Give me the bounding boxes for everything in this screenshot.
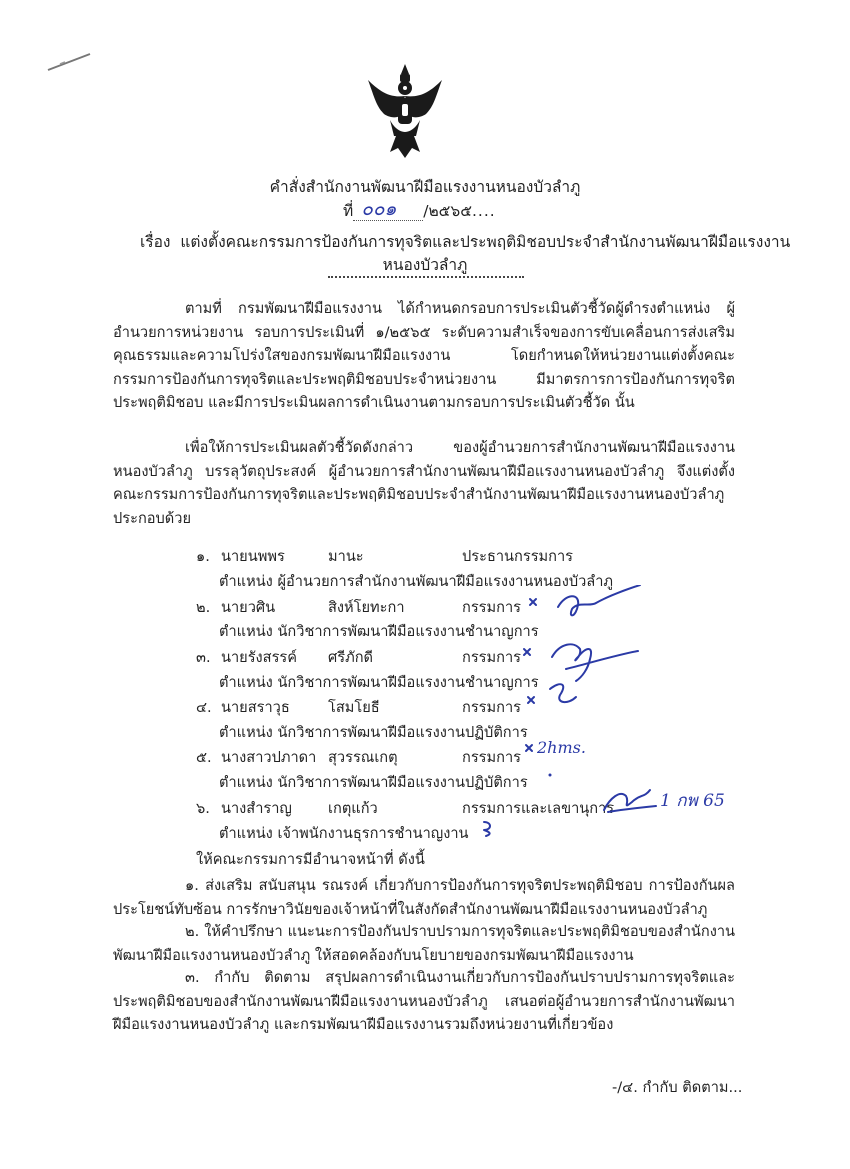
paragraph-1 bbox=[113, 297, 735, 415]
member-position: ตำแหน่ง นักวิชาการพัฒนาฝีมือแรงงานปฏิบัติการ bbox=[219, 774, 528, 791]
pen-mark bbox=[45, 50, 95, 75]
duty-1 bbox=[113, 874, 735, 921]
subject-line1 bbox=[140, 229, 790, 254]
member-role: กรรมการ bbox=[462, 599, 522, 616]
member-surname: เกตุแก้ว bbox=[328, 800, 378, 817]
member-surname: ศรีภักดี bbox=[328, 649, 374, 666]
member-role: ประธานกรรมการ bbox=[462, 548, 574, 565]
duty-2-text: ๒. ให้คำปรึกษา แนะนะการป้องกันปราบปรามการทุจริตและประพฤติมิชอบของสำนักงานพัฒนาฝีมือแรงงานหนองบัวลำภู ให้สอดคล้องกับนโยบายของกรมพัฒนาฝีมือแรงงาน bbox=[113, 923, 735, 964]
subject-label: เรื่อง bbox=[140, 233, 171, 251]
member-name: นายสราวุธ bbox=[221, 699, 290, 716]
member-surname: มานะ bbox=[328, 548, 364, 565]
paragraph-2-text: เพื่อให้การประเมินผลตัวชี้วัดดังกล่าว ของผู้อำนวยการสำนักงานพัฒนาฝีมือแรงงานหนองบัวลำภู บรรลุวัตถุประสงค์ ผู้อำนวยการสำนักงานพัฒนาฝีมือแรงงานหนองบัวลำภู จึงแต่งตั้งคณะกรรมการป้องกันการทุจริตและประพฤติมิชอบประจำสำนักงานพัฒนาฝีมือแรงงานหนองบัวลำภู ประกอบด้วย bbox=[113, 439, 735, 527]
member-surname: โสมโยธี bbox=[328, 699, 380, 716]
member-name: นางสำราญ bbox=[221, 800, 292, 817]
member-num: ๓. bbox=[196, 649, 211, 666]
member-position: ตำแหน่ง นักวิชาการพัฒนาฝีมือแรงงานชำนาญการ bbox=[219, 623, 539, 640]
duty-3 bbox=[113, 966, 735, 1037]
member-name: นายรังสรรค์ bbox=[221, 649, 298, 666]
duty-3-text: ๓. กำกับ ติดตาม สรุปผลการดำเนินงานเกี่ยวกับการป้องกันปราบปรามการทุจริตและประพฤติมิชอบของสำนักงานพัฒนาฝีมือแรงงานหนองบัวลำภู เสนอต่อผู้อำนวยการสำนักงานพัฒนาฝีมือแรงงานหนองบัวลำภู และกรมพัฒนาฝีมือแรงงานรวมถึงหน่วยงานที่เกี่ยวข้อง bbox=[113, 969, 735, 1033]
handwritten-mark: 2hms. bbox=[537, 738, 586, 757]
paragraph-2 bbox=[113, 436, 735, 530]
member-position: ตำแหน่ง นักวิชาการพัฒนาฝีมือแรงงานชำนาญการ bbox=[219, 674, 539, 691]
continuation-note: -/๔. กำกับ ติดตาม... bbox=[612, 1079, 743, 1096]
member-num: ๔. bbox=[196, 699, 212, 716]
member-position: ตำแหน่ง เจ้าพนักงานธุรการชำนาญงาน bbox=[219, 825, 469, 842]
member-role: กรรมการ bbox=[462, 749, 522, 766]
subject-text-1: แต่งตั้งคณะกรรมการป้องกันการทุจริตและประพฤติมิชอบประจำสำนักงานพัฒนาฝีมือแรงงาน bbox=[180, 233, 791, 251]
secretary-signature bbox=[600, 780, 660, 820]
member-name: นายนพพร bbox=[221, 548, 285, 565]
subject-line2: หนองบัวลำภู bbox=[382, 256, 468, 274]
secretary-initial bbox=[478, 818, 502, 838]
member-role: กรรมการและเลขานุการ bbox=[462, 800, 615, 817]
member-num: ๕. bbox=[196, 749, 212, 766]
order-number-suffix: /๒๕๖๕ bbox=[423, 202, 472, 220]
member-num: ๑. bbox=[196, 548, 210, 565]
handwritten-date: 1 กพ 65 bbox=[660, 791, 725, 811]
member-position: ตำแหน่ง นักวิชาการพัฒนาฝีมือแรงงานปฏิบัติการ bbox=[219, 724, 528, 741]
member-num: ๒. bbox=[196, 599, 211, 616]
duty-1-text: ๑. ส่งเสริม สนับสนุน รณรงค์ เกี่ยวกับการป้องกันการทุจริตประพฤติมิชอบ การป้องกันผลประโยชน์ทับซ้อน การรักษาวินัยของเจ้าหน้าที่ในสังกัดสำนักงานพัฒนาฝีมือแรงงานหนองบัวลำภู bbox=[113, 877, 735, 918]
divider bbox=[328, 276, 524, 278]
duties-intro: ให้คณะกรรมการมีอำนาจหน้าที่ ดังนี้ bbox=[196, 851, 425, 868]
paragraph-1-text: ตามที่ กรมพัฒนาฝีมือแรงงาน ได้กำหนดกรอบการประเมินตัวชี้วัดผู้ดำรงตำแหน่ง ผู้อำนวยการหน่วยงาน รอบการประเมินที่ ๑/๒๕๖๕ ระดับความสำเร็จของการขับเคลื่อนการส่งเสริมคุณธรรมและความโปร่งใสของกรมพัฒนาฝีมือแรงงาน โดยกำหนดให้หน่วยงานแต่งตั้งคณะกรรมการป้องกันการทุจริตและประพฤติมิชอบประจำหน่วยงาน มีมาตรการการป้องกันการทุจริตประพฤติมิชอบ และมีการประเมินผลการดำเนินงานตามกรอบการประเมินตัวชี้วัด นั้น bbox=[113, 300, 735, 411]
member-name: นายวศิน bbox=[221, 599, 276, 616]
order-number-line: ที่ ๐๐๑ /๒๕๖๕.... bbox=[343, 198, 496, 223]
member-position: ตำแหน่ง ผู้อำนวยการสำนักงานพัฒนาฝีมือแรงงานหนองบัวลำภู bbox=[219, 573, 614, 590]
duty-2 bbox=[113, 920, 735, 967]
order-number-prefix: ที่ bbox=[343, 202, 354, 220]
member-surname: สิงห์โยทะกา bbox=[328, 599, 405, 616]
member-role: กรรมการ bbox=[462, 699, 522, 716]
order-number-handwritten: ๐๐๑ bbox=[361, 198, 397, 220]
member-role: กรรมการ bbox=[462, 649, 522, 666]
member-num: ๖. bbox=[196, 800, 210, 817]
order-title: คำสั่งสำนักงานพัฒนาฝีมือแรงงานหนองบัวลำภู bbox=[269, 178, 581, 196]
garuda-emblem bbox=[360, 62, 450, 162]
member-surname: สุวรรณเกตุ bbox=[328, 749, 398, 766]
member-name: นางสาวปภาดา bbox=[221, 749, 317, 766]
